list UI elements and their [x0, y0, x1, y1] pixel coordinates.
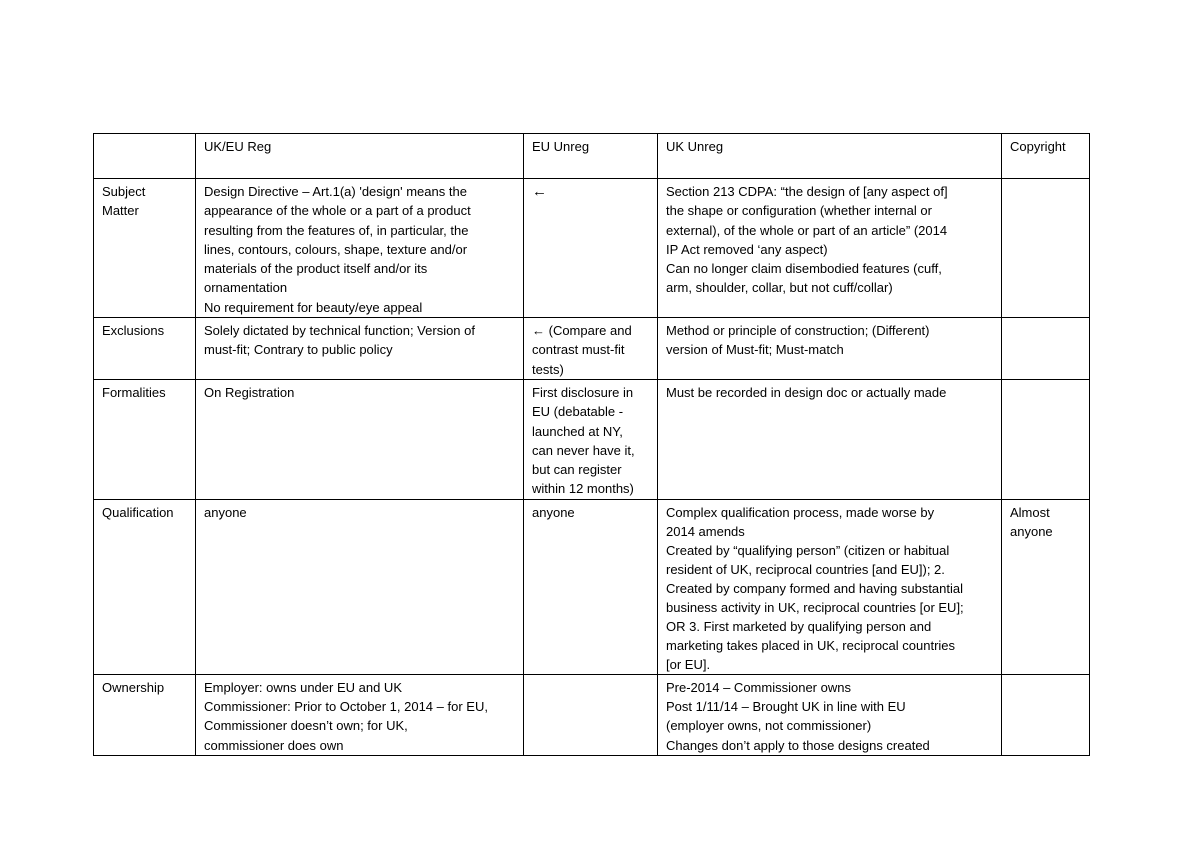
table-row-exclusions	[94, 318, 1090, 380]
cell-uk-eu-reg: Design Directive – Art.1(a) 'design' means the appearance of the whole or a part of a product resulting from the features of, in particular, the lines, contours, colours, shape, texture and/or materials of the product itself and/or its ornamentation No requirement for beauty/eye appeal	[196, 179, 524, 318]
cell-copyright	[1002, 179, 1090, 318]
cell-copyright	[1002, 318, 1090, 380]
table-row-qualification	[94, 499, 1090, 674]
header-cell-uk-eu-reg: UK/EU Reg	[196, 134, 524, 179]
header-cell-copyright: Copyright	[1002, 134, 1090, 179]
cell-copyright: Almost anyone	[1002, 499, 1090, 674]
cell-copyright	[1002, 379, 1090, 499]
cell-eu-unreg	[524, 674, 658, 755]
row-label: Ownership	[94, 674, 196, 755]
arrow-left-icon: ←	[524, 179, 658, 318]
cell-uk-unreg: Section 213 CDPA: “the design of [any aspect of] the shape or configuration (whether internal or external), of the whole or part of an article” (2014 IP Act removed ‘any aspect) Can no longer claim disembodied features (cuff, arm, shoulder, collar, but not cuff/collar)	[658, 179, 1002, 318]
cell-eu-unreg: anyone	[524, 499, 658, 674]
row-label: Subject Matter	[94, 179, 196, 318]
cell-uk-eu-reg: Employer: owns under EU and UK Commissioner: Prior to October 1, 2014 – for EU, Commissioner doesn’t own; for UK, commissioner does own	[196, 674, 524, 755]
cell-uk-eu-reg: On Registration	[196, 379, 524, 499]
cell-eu-unreg: First disclosure in EU (debatable - launched at NY, can never have it, but can register within 12 months)	[524, 379, 658, 499]
cell-uk-eu-reg: Solely dictated by technical function; Version of must-fit; Contrary to public policy	[196, 318, 524, 380]
cell-copyright	[1002, 674, 1090, 755]
table-row-ownership	[94, 674, 1090, 755]
table-row-formalities	[94, 379, 1090, 499]
cell-eu-unreg: ← (Compare and contrast must-fit tests)	[524, 318, 658, 380]
comparison-table	[93, 133, 1090, 756]
table-row-subject-matter	[94, 179, 1090, 318]
header-row	[94, 134, 1090, 179]
cell-uk-unreg: Must be recorded in design doc or actually made	[658, 379, 1002, 499]
header-cell-blank	[94, 134, 196, 179]
cell-uk-unreg: Pre-2014 – Commissioner owns Post 1/11/14 – Brought UK in line with EU (employer owns, not commissioner) Changes don’t apply to those designs created	[658, 674, 1002, 755]
header-cell-uk-unreg: UK Unreg	[658, 134, 1002, 179]
cell-uk-unreg: Method or principle of construction; (Different) version of Must-fit; Must-match	[658, 318, 1002, 380]
row-label: Formalities	[94, 379, 196, 499]
row-label: Qualification	[94, 499, 196, 674]
cell-uk-unreg: Complex qualification process, made worse by 2014 amends Created by “qualifying person” (citizen or habitual resident of UK, reciprocal countries [and EU]); 2. Created by company formed and having substantial business activity in UK, reciprocal countries [or EU]; OR 3. First marketed by qualifying person and marketing takes placed in UK, reciprocal countries [or EU].	[658, 499, 1002, 674]
header-cell-eu-unreg: EU Unreg	[524, 134, 658, 179]
cell-uk-eu-reg: anyone	[196, 499, 524, 674]
row-label: Exclusions	[94, 318, 196, 380]
